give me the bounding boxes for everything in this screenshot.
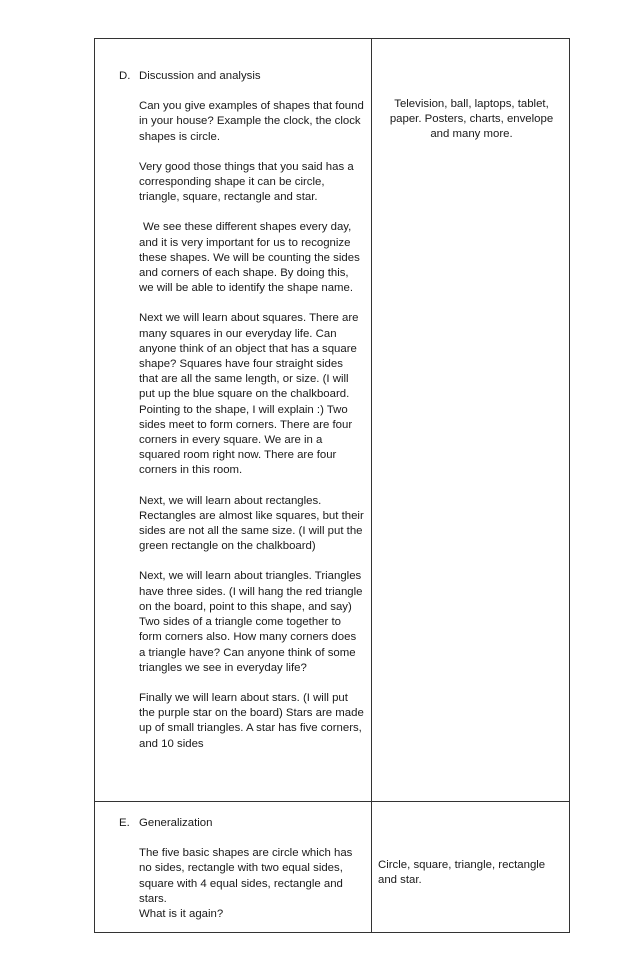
paragraph-generalization: The five basic shapes are circle which has no sides, rectangle with two equal sides, square with 4 equal sides, rectangle and stars.: [139, 847, 353, 905]
paragraph-squares: Next we will learn about squares. There are many squares in our everyday life. Can anyone think of an object that has a square shape? Squares have four straight sides that are all the same length, or size. (I will put up the blue square on the chalkboard. Pointing to the shape, I will explain :) Two sides meet to form corners. There are four corners in every square. We are in a squared room right now. There are four corners in this room.: [139, 312, 359, 477]
section-d-body: [139, 99, 365, 752]
paragraph-rectangles: Next, we will learn about rectangles. Rectangles are almost like squares, but their sides are not all the same size. (I will put the green rectangle on the chalkboard): [139, 494, 364, 553]
section-d-teacher-cell: [95, 39, 372, 802]
lesson-plan-table: [94, 38, 570, 933]
section-d-letter: D.: [119, 70, 131, 82]
section-e-body: [139, 846, 365, 922]
section-e-teacher-cell: [95, 802, 372, 933]
section-e-row: [95, 802, 570, 933]
section-d-row: [95, 39, 570, 802]
section-e-title: Generalization: [139, 817, 213, 829]
section-d-heading: [119, 69, 371, 84]
section-e-student-response: Circle, square, triangle, rectangle and star.: [378, 859, 546, 887]
paragraph-question: What is it again?: [139, 908, 224, 921]
section-e-heading: [119, 816, 371, 831]
section-e-letter: E.: [119, 817, 130, 829]
section-d-student-cell: [372, 39, 570, 802]
section-e-student-cell: [372, 802, 570, 933]
section-d-student-response: Television, ball, laptops, tablet, paper. Posters, charts, envelope and many more.: [389, 98, 554, 141]
paragraph-triangles: Next, we will learn about triangles. Triangles have three sides. (I will hang the red triangle on the board, point to this shape, and say) Two sides of a triangle come together to form corners also. How many corners does a triangle have? Can anyone think of some triangles we see in everyday life?: [139, 570, 363, 674]
section-d-title: Discussion and analysis: [139, 70, 261, 82]
paragraph-examples: Can you give examples of shapes that found in your house? Example the clock, the clock shapes is circle.: [139, 100, 364, 143]
paragraph-corresponding-shapes: Very good those things that you said has a corresponding shape it can be circle, triangle, square, rectangle and star.: [139, 160, 354, 204]
paragraph-recognize-shapes: We see these different shapes every day, and it is very important for us to recognize these shapes. We will be counting the sides and corners of each shape. By doing this, we will be able to identify the shape name.: [139, 221, 360, 295]
paragraph-stars: Finally we will learn about stars. (I will put the purple star on the board) Stars are made up of small triangles. A star has five corners, and 10 sides: [139, 691, 364, 750]
